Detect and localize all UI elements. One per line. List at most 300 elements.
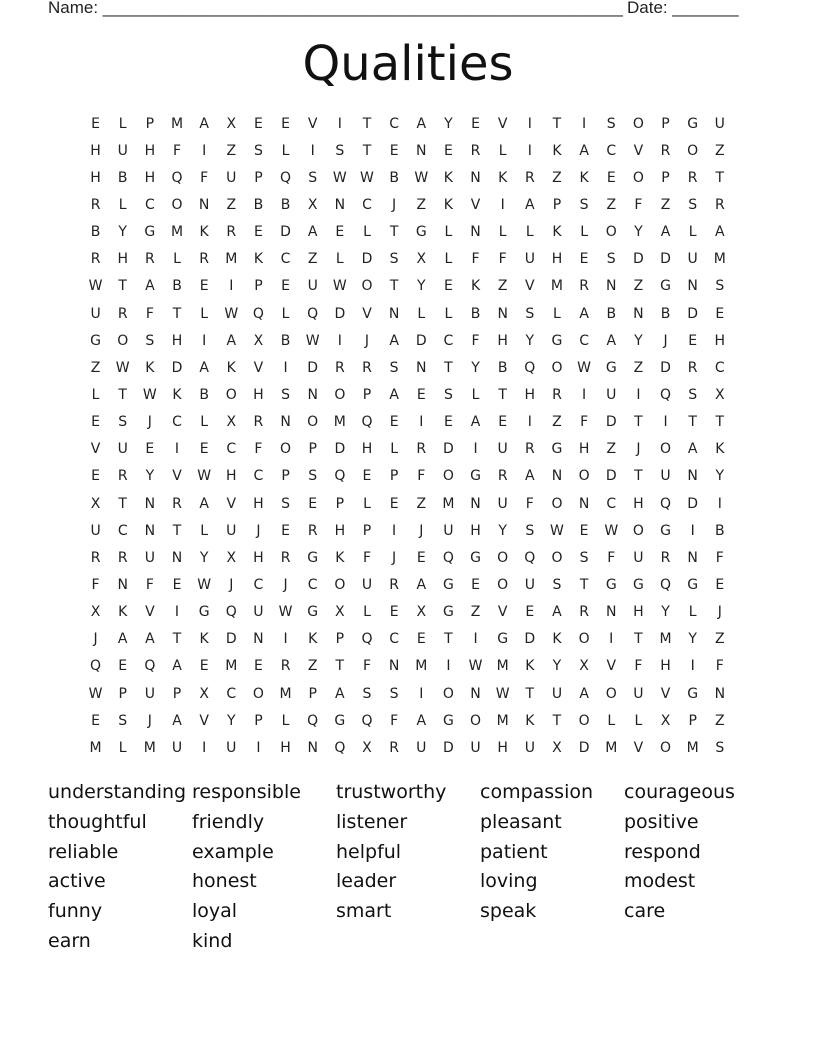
grid-letter: Z bbox=[497, 278, 508, 295]
grid-letter: A bbox=[687, 441, 698, 458]
grid-row bbox=[82, 273, 733, 300]
word-bank-item: modest bbox=[624, 870, 696, 893]
grid-letter: T bbox=[715, 414, 725, 431]
grid-letter: R bbox=[253, 414, 264, 431]
grid-letter: O bbox=[497, 549, 509, 566]
grid-row bbox=[82, 517, 733, 544]
grid-letter: P bbox=[308, 685, 317, 702]
grid-letter: A bbox=[172, 658, 182, 675]
grid-letter: S bbox=[118, 414, 128, 431]
grid-letter: U bbox=[551, 685, 563, 702]
grid-letter: A bbox=[199, 495, 209, 512]
grid-letter: I bbox=[310, 142, 315, 159]
grid-letter: B bbox=[117, 169, 128, 186]
grid-letter: E bbox=[91, 115, 100, 132]
word-bank-item: positive bbox=[624, 810, 699, 833]
grid-letter: I bbox=[717, 495, 722, 512]
grid-row bbox=[82, 354, 733, 381]
grid-letter: L bbox=[498, 142, 507, 159]
grid-letter: W bbox=[577, 359, 592, 376]
name-field-label: Name: _______________________________________________________ bbox=[48, 0, 623, 17]
grid-letter: T bbox=[362, 142, 372, 159]
grid-letter: I bbox=[202, 332, 207, 349]
grid-letter: Z bbox=[226, 142, 237, 159]
grid-letter: N bbox=[633, 305, 644, 322]
grid-letter: N bbox=[171, 549, 183, 566]
grid-letter: K bbox=[715, 441, 725, 458]
grid-letter: M bbox=[143, 739, 156, 756]
grid-letter: A bbox=[715, 224, 725, 241]
grid-letter: H bbox=[633, 604, 644, 621]
grid-letter: W bbox=[115, 359, 130, 376]
grid-letter: U bbox=[90, 522, 101, 539]
grid-letter: L bbox=[498, 224, 507, 241]
grid-letter: M bbox=[550, 278, 563, 295]
grid-letter: W bbox=[414, 169, 429, 186]
grid-letter: U bbox=[171, 739, 183, 756]
word-bank-item: funny bbox=[48, 900, 103, 923]
grid-letter: H bbox=[144, 169, 156, 186]
grid-letter: J bbox=[229, 576, 234, 593]
grid-letter: L bbox=[91, 386, 100, 403]
grid-letter: Z bbox=[470, 604, 481, 621]
grid-letter: P bbox=[362, 386, 372, 403]
grid-letter: Y bbox=[118, 224, 127, 241]
grid-letter: H bbox=[633, 495, 644, 512]
grid-letter: C bbox=[144, 196, 155, 213]
grid-letter: M bbox=[170, 224, 184, 241]
grid-letter: K bbox=[552, 142, 562, 159]
grid-letter: A bbox=[226, 332, 237, 349]
grid-letter: U bbox=[470, 739, 481, 756]
grid-letter: I bbox=[609, 631, 614, 648]
grid-letter: T bbox=[634, 414, 643, 431]
grid-letter: A bbox=[145, 631, 155, 648]
grid-letter: W bbox=[332, 169, 347, 186]
grid-letter: Q bbox=[361, 631, 373, 648]
grid-letter: M bbox=[225, 658, 238, 675]
grid-letter: H bbox=[253, 386, 264, 403]
grid-letter: S bbox=[579, 196, 589, 213]
grid-letter: J bbox=[147, 414, 152, 431]
grid-letter: D bbox=[524, 631, 536, 648]
grid-letter: A bbox=[389, 332, 399, 349]
grid-letter: L bbox=[444, 251, 453, 268]
grid-letter: R bbox=[389, 739, 399, 756]
grid-letter: A bbox=[470, 414, 481, 431]
grid-letter: Z bbox=[552, 414, 562, 431]
grid-letter: Z bbox=[307, 658, 318, 675]
grid-letter: L bbox=[390, 441, 399, 458]
grid-letter: L bbox=[118, 115, 127, 132]
grid-letter: K bbox=[579, 169, 589, 186]
grid-letter: T bbox=[172, 631, 182, 648]
grid-letter: J bbox=[93, 631, 98, 648]
word-bank bbox=[48, 778, 768, 957]
grid-letter: I bbox=[582, 115, 587, 132]
grid-letter: Y bbox=[498, 522, 507, 539]
word-bank-item: smart bbox=[336, 900, 392, 923]
grid-letter: N bbox=[198, 196, 210, 213]
grid-letter: Q bbox=[334, 739, 346, 756]
grid-letter: I bbox=[473, 631, 478, 648]
grid-letter: G bbox=[442, 576, 454, 593]
grid-letter: M bbox=[686, 739, 699, 756]
grid-letter: Y bbox=[661, 604, 670, 621]
grid-letter: F bbox=[145, 576, 154, 593]
grid-letter: X bbox=[307, 196, 318, 213]
grid-letter: X bbox=[660, 712, 671, 729]
grid-letter: M bbox=[89, 739, 102, 756]
grid-row bbox=[82, 734, 733, 761]
grid-row bbox=[82, 327, 733, 354]
grid-letter: D bbox=[361, 251, 373, 268]
grid-letter: E bbox=[199, 658, 209, 675]
grid-letter: I bbox=[446, 658, 451, 675]
grid-letter: F bbox=[525, 495, 534, 512]
grid-letter: J bbox=[283, 576, 288, 593]
grid-letter: K bbox=[470, 278, 481, 295]
grid-letter: C bbox=[389, 631, 399, 648]
grid-letter: A bbox=[199, 115, 209, 132]
grid-letter: S bbox=[145, 332, 155, 349]
grid-letter: A bbox=[660, 224, 671, 241]
grid-letter: M bbox=[659, 631, 672, 648]
grid-letter: P bbox=[308, 441, 317, 458]
grid-letter: I bbox=[256, 739, 261, 756]
word-bank-item: understanding bbox=[48, 781, 187, 803]
grid-row bbox=[82, 490, 733, 517]
grid-letter: O bbox=[334, 576, 346, 593]
grid-letter: O bbox=[171, 196, 183, 213]
grid-letter: W bbox=[495, 685, 510, 702]
grid-letter: S bbox=[118, 712, 128, 729]
grid-letter: M bbox=[415, 658, 428, 675]
grid-letter: I bbox=[473, 441, 478, 458]
grid-letter: Y bbox=[416, 278, 426, 295]
grid-letter: B bbox=[280, 332, 291, 349]
grid-letter: Z bbox=[633, 359, 644, 376]
grid-letter: V bbox=[362, 305, 372, 322]
grid-letter: I bbox=[392, 522, 397, 539]
grid-letter: N bbox=[606, 278, 617, 295]
grid-letter: U bbox=[497, 495, 508, 512]
grid-letter: I bbox=[337, 115, 342, 132]
grid-letter: A bbox=[307, 224, 318, 241]
grid-letter: G bbox=[307, 549, 319, 566]
grid-letter: X bbox=[552, 739, 562, 756]
word-bank-item: trustworthy bbox=[336, 781, 447, 803]
grid-letter: J bbox=[256, 522, 261, 539]
grid-letter: O bbox=[470, 712, 482, 729]
grid-letter: A bbox=[525, 468, 535, 485]
grid-letter: B bbox=[715, 522, 725, 539]
grid-letter: A bbox=[145, 278, 155, 295]
grid-letter: S bbox=[525, 305, 535, 322]
grid-letter: P bbox=[335, 495, 345, 512]
grid-letter: B bbox=[497, 359, 508, 376]
word-bank-item: responsible bbox=[192, 781, 301, 803]
grid-letter: N bbox=[334, 196, 346, 213]
grid-letter: D bbox=[660, 359, 671, 376]
grid-letter: G bbox=[605, 359, 617, 376]
grid-letter: E bbox=[389, 142, 399, 159]
grid-letter: C bbox=[280, 251, 291, 268]
grid-letter: T bbox=[715, 169, 725, 186]
grid-letter: U bbox=[226, 739, 237, 756]
grid-letter: T bbox=[552, 712, 562, 729]
grid-letter: L bbox=[580, 224, 588, 241]
grid-letter: C bbox=[714, 359, 725, 376]
grid-letter: N bbox=[606, 604, 617, 621]
grid-letter: Q bbox=[90, 658, 102, 675]
grid-letter: E bbox=[389, 414, 399, 431]
grid-letter: C bbox=[226, 685, 237, 702]
grid-letter: P bbox=[362, 522, 372, 539]
grid-letter: L bbox=[471, 386, 480, 403]
grid-letter: G bbox=[497, 631, 509, 648]
grid-letter: U bbox=[443, 522, 454, 539]
grid-letter: P bbox=[118, 685, 127, 702]
grid-letter: R bbox=[117, 468, 128, 485]
grid-letter: U bbox=[714, 115, 725, 132]
grid-letter: F bbox=[145, 305, 154, 322]
grid-letter: G bbox=[687, 115, 699, 132]
grid-letter: D bbox=[605, 468, 617, 485]
word-bank-item: patient bbox=[480, 840, 548, 863]
grid-letter: H bbox=[226, 468, 237, 485]
grid-letter: F bbox=[634, 658, 643, 675]
grid-letter: K bbox=[525, 658, 535, 675]
grid-letter: B bbox=[660, 305, 671, 322]
grid-letter: C bbox=[226, 441, 237, 458]
grid-letter: K bbox=[172, 386, 182, 403]
grid-letter: W bbox=[88, 278, 103, 295]
grid-letter: E bbox=[471, 115, 480, 132]
word-bank-item: earn bbox=[48, 929, 91, 952]
grid-letter: J bbox=[636, 441, 641, 458]
grid-letter: E bbox=[715, 305, 725, 322]
grid-letter: Q bbox=[334, 468, 346, 485]
grid-letter: Z bbox=[606, 441, 617, 458]
grid-letter: X bbox=[226, 549, 237, 566]
grid-letter: D bbox=[225, 631, 237, 648]
grid-letter: A bbox=[416, 712, 427, 729]
grid-letter: S bbox=[715, 739, 725, 756]
grid-letter: I bbox=[663, 414, 668, 431]
grid-letter: L bbox=[335, 251, 344, 268]
grid-letter: R bbox=[117, 305, 128, 322]
grid-letter: O bbox=[551, 495, 563, 512]
grid-letter: O bbox=[334, 386, 346, 403]
grid-letter: R bbox=[90, 251, 101, 268]
grid-letter: V bbox=[525, 278, 535, 295]
grid-letter: P bbox=[661, 169, 670, 186]
grid-letter: A bbox=[335, 685, 345, 702]
grid-row bbox=[82, 599, 733, 626]
grid-letter: C bbox=[362, 196, 372, 213]
grid-letter: X bbox=[226, 414, 237, 431]
date-field-label: Date: _______ bbox=[627, 0, 739, 17]
word-bank-item: reliable bbox=[48, 840, 119, 863]
grid-letter: T bbox=[552, 115, 562, 132]
grid-letter: W bbox=[360, 169, 374, 186]
grid-letter: N bbox=[307, 386, 318, 403]
grid-letter: H bbox=[578, 441, 590, 458]
grid-letter: R bbox=[416, 441, 427, 458]
grid-letter: B bbox=[470, 305, 481, 322]
grid-letter: Y bbox=[634, 332, 643, 349]
grid-letter: D bbox=[415, 332, 427, 349]
grid-letter: W bbox=[550, 522, 564, 539]
grid-letter: D bbox=[687, 305, 699, 322]
grid-letter: Q bbox=[524, 359, 536, 376]
grid-letter: H bbox=[171, 332, 183, 349]
grid-letter: T bbox=[634, 468, 643, 485]
grid-letter: S bbox=[362, 685, 372, 702]
grid-letter: D bbox=[334, 441, 346, 458]
grid-letter: Q bbox=[442, 549, 454, 566]
grid-letter: O bbox=[551, 359, 563, 376]
word-bank-item: listener bbox=[336, 810, 408, 833]
word-bank-item: helpful bbox=[336, 840, 402, 863]
grid-letter: A bbox=[117, 631, 128, 648]
grid-letter: O bbox=[442, 468, 454, 485]
grid-letter: E bbox=[416, 386, 426, 403]
grid-letter: S bbox=[443, 386, 453, 403]
grid-letter: O bbox=[578, 631, 590, 648]
grid-letter: N bbox=[144, 522, 156, 539]
grid-letter: J bbox=[717, 604, 722, 621]
grid-letter: F bbox=[200, 169, 209, 186]
grid-letter: E bbox=[253, 224, 263, 241]
grid-letter: D bbox=[632, 251, 644, 268]
grid-letter: L bbox=[607, 712, 616, 729]
grid-letter: R bbox=[172, 495, 182, 512]
grid-letter: L bbox=[688, 604, 697, 621]
grid-letter: N bbox=[687, 468, 698, 485]
grid-letter: J bbox=[663, 332, 668, 349]
word-bank-item: friendly bbox=[192, 810, 265, 833]
grid-letter: N bbox=[551, 468, 563, 485]
grid-letter: Q bbox=[144, 658, 156, 675]
word-bank-item: pleasant bbox=[480, 810, 562, 833]
grid-letter: Z bbox=[715, 142, 725, 159]
grid-letter: S bbox=[253, 142, 263, 159]
grid-letter: E bbox=[199, 441, 209, 458]
grid-letter: Y bbox=[552, 658, 562, 675]
grid-letter: I bbox=[690, 522, 695, 539]
grid-letter: R bbox=[470, 142, 481, 159]
grid-letter: K bbox=[525, 712, 535, 729]
grid-letter: N bbox=[388, 305, 400, 322]
grid-letter: G bbox=[415, 224, 427, 241]
grid-letter: I bbox=[636, 386, 641, 403]
grid-letter: H bbox=[280, 739, 291, 756]
grid-letter: K bbox=[335, 549, 345, 566]
grid-letter: P bbox=[335, 631, 345, 648]
grid-letter: V bbox=[497, 604, 508, 621]
grid-letter: V bbox=[470, 196, 481, 213]
grid-letter: C bbox=[172, 414, 182, 431]
grid-letter: H bbox=[253, 495, 264, 512]
grid-letter: R bbox=[524, 169, 535, 186]
word-bank-item: honest bbox=[192, 870, 257, 893]
grid-letter: E bbox=[579, 251, 589, 268]
grid-letter: A bbox=[199, 359, 209, 376]
grid-letter: I bbox=[419, 414, 424, 431]
grid-letter: N bbox=[714, 685, 726, 702]
grid-letter: Y bbox=[715, 468, 725, 485]
grid-letter: N bbox=[416, 142, 427, 159]
grid-letter: R bbox=[714, 196, 725, 213]
grid-letter: P bbox=[661, 115, 670, 132]
grid-letter: X bbox=[199, 685, 209, 702]
grid-letter: N bbox=[144, 495, 156, 512]
grid-letter: I bbox=[174, 441, 180, 458]
grid-letter: C bbox=[307, 576, 318, 593]
grid-letter: D bbox=[334, 305, 346, 322]
grid-letter: Q bbox=[361, 414, 373, 431]
grid-letter: D bbox=[687, 495, 699, 512]
grid-letter: R bbox=[144, 251, 155, 268]
grid-letter: S bbox=[606, 251, 616, 268]
grid-letter: C bbox=[253, 468, 264, 485]
grid-letter: F bbox=[362, 549, 371, 566]
grid-letter: E bbox=[335, 224, 345, 241]
grid-letter: X bbox=[253, 332, 264, 349]
grid-letter: G bbox=[470, 549, 481, 566]
grid-letter: O bbox=[497, 576, 509, 593]
grid-letter: J bbox=[147, 712, 152, 729]
grid-letter: B bbox=[199, 386, 209, 403]
grid-letter: W bbox=[305, 332, 320, 349]
grid-letter: K bbox=[199, 631, 209, 648]
grid-letter: Q bbox=[660, 576, 672, 593]
word-bank-item: leader bbox=[336, 870, 397, 893]
grid-letter: W bbox=[88, 685, 103, 702]
grid-letter: U bbox=[524, 576, 535, 593]
grid-row bbox=[82, 219, 733, 246]
word-bank-item: care bbox=[624, 900, 666, 923]
grid-letter: N bbox=[253, 631, 264, 648]
grid-letter: I bbox=[582, 386, 587, 403]
grid-letter: S bbox=[308, 468, 318, 485]
grid-letter: N bbox=[687, 549, 698, 566]
grid-letter: F bbox=[580, 414, 589, 431]
grid-letter: K bbox=[145, 359, 155, 376]
grid-letter: S bbox=[335, 142, 345, 159]
word-bank-item: speak bbox=[480, 900, 537, 923]
grid-letter: O bbox=[252, 685, 264, 702]
grid-letter: R bbox=[687, 169, 698, 186]
grid-letter: E bbox=[281, 278, 290, 295]
grid-letter: R bbox=[552, 386, 562, 403]
grid-letter: R bbox=[334, 359, 345, 376]
grid-row bbox=[82, 680, 733, 707]
grid-letter: F bbox=[634, 196, 643, 213]
grid-letter: O bbox=[225, 386, 237, 403]
grid-letter: L bbox=[363, 495, 371, 512]
grid-letter: B bbox=[253, 196, 264, 213]
grid-row bbox=[82, 707, 733, 734]
grid-letter: O bbox=[280, 441, 292, 458]
grid-letter: B bbox=[172, 278, 182, 295]
grid-letter: L bbox=[553, 305, 561, 322]
grid-letter: M bbox=[496, 712, 509, 729]
grid-letter: P bbox=[172, 685, 182, 702]
grid-letter: L bbox=[281, 712, 290, 729]
